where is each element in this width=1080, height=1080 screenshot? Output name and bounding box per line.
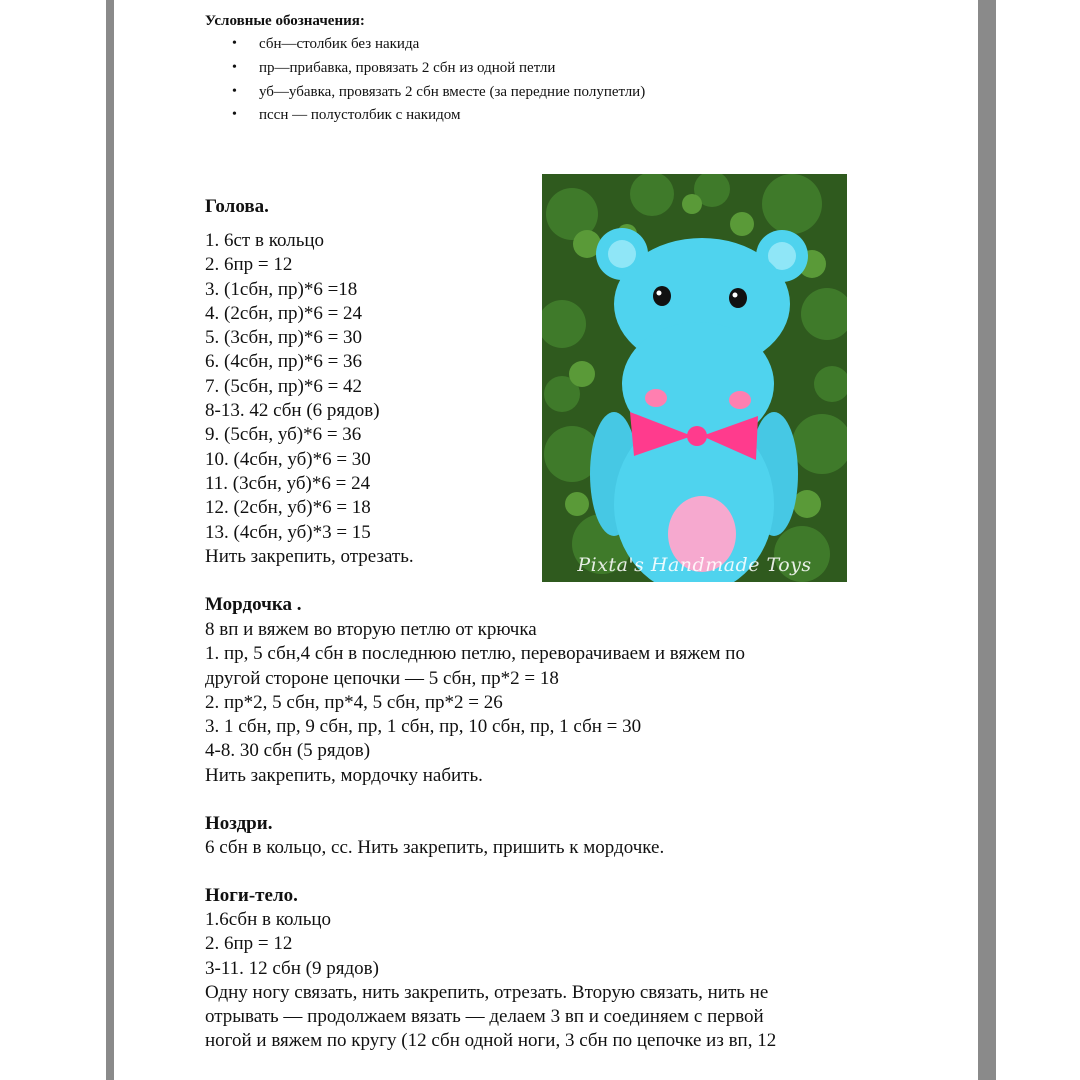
legend-title: Условные обозначения:	[205, 13, 365, 29]
legs-body-instructions	[205, 908, 776, 1054]
instruction-line: 8 вп и вяжем во вторую петлю от крючка	[205, 619, 537, 640]
photo-watermark: Pixta's Handmade Toys	[577, 554, 812, 576]
instruction-line: 1. пр, 5 сбн,4 сбн в последнюю петлю, переворачиваем и вяжем по	[205, 643, 745, 665]
nostrils-instructions	[205, 836, 664, 860]
legend-item: • пссн — полустолбик с накидом	[205, 107, 645, 131]
head-instructions	[205, 229, 414, 569]
instruction-line: 12. (2сбн, уб)*6 = 18	[205, 497, 371, 519]
instruction-line: Одну ногу связать, нить закрепить, отрезать. Вторую связать, нить не	[205, 981, 769, 1003]
instruction-line: Нить закрепить, мордочку набить.	[205, 764, 483, 786]
instruction-line: 8-13. 42 сбн (6 рядов)	[205, 400, 380, 422]
instruction-line: 2. 6пр = 12	[205, 254, 293, 276]
instruction-line: 10. (4сбн, уб)*6 = 30	[205, 448, 371, 470]
legend-item: • сбн—столбик без накида	[205, 36, 645, 60]
instruction-line: 3-11. 12 сбн (9 рядов)	[205, 957, 379, 979]
legend-item: • пр—прибавка, провязать 2 сбн из одной петли	[205, 60, 645, 84]
instruction-line: 3. 1 сбн, пр, 9 сбн, пр, 1 сбн, пр, 10 сбн, пр, 1 сбн = 30	[205, 716, 642, 738]
muzzle-title: Мордочка .	[205, 594, 302, 615]
instruction-line: 11. (3сбн, уб)*6 = 24	[205, 472, 371, 494]
instruction-line: 4. (2сбн, пр)*6 = 24	[205, 302, 363, 324]
head-title: Голова.	[205, 196, 269, 217]
instruction-line: 6. (4сбн, пр)*6 = 36	[205, 351, 363, 373]
instruction-line: ногой и вяжем по кругу (12 сбн одной ноги, 3 сбн по цепочке из вп, 12	[205, 1030, 777, 1052]
legs-body-title: Ноги-тело.	[205, 885, 298, 906]
instruction-line: 13. (4сбн, уб)*3 = 15	[205, 521, 371, 543]
legend-item: • уб—убавка, провязать 2 сбн вместе (за передние полупетли)	[205, 84, 645, 107]
instruction-line: 1.6сбн в кольцо	[205, 909, 332, 930]
instruction-line: Нить закрепить, отрезать.	[205, 545, 414, 567]
instruction-line: отрывать — продолжаем вязать — делаем 3 вп и соединяем с первой	[205, 1006, 764, 1028]
instruction-line: 2. 6пр = 12	[205, 933, 293, 955]
instruction-line: 7. (5сбн, пр)*6 = 42	[205, 375, 363, 397]
instruction-line: 4-8. 30 сбн (5 рядов)	[205, 740, 371, 762]
nostrils-title: Ноздри.	[205, 813, 273, 834]
instruction-line: 1. 6ст в кольцо	[205, 230, 325, 251]
instruction-line: 2. пр*2, 5 сбн, пр*4, 5 сбн, пр*2 = 26	[205, 691, 503, 713]
hippo-toy-photo	[542, 174, 847, 582]
instruction-line: 3. (1сбн, пр)*6 =18	[205, 278, 358, 300]
instruction-line: 9. (5сбн, уб)*6 = 36	[205, 424, 362, 446]
instruction-line: 5. (3сбн, пр)*6 = 30	[205, 327, 363, 349]
document-page	[114, 0, 978, 1080]
viewer-left-border	[106, 0, 114, 1080]
viewer-right-border	[978, 0, 996, 1080]
legend-list	[205, 36, 645, 131]
muzzle-instructions	[205, 618, 745, 788]
instruction-line: 6 сбн в кольцо, сс. Нить закрепить, пришить к мордочке.	[205, 837, 665, 858]
hippo-toy-illustration	[542, 174, 847, 582]
instruction-line: другой стороне цепочки — 5 сбн, пр*2 = 18	[205, 667, 559, 689]
